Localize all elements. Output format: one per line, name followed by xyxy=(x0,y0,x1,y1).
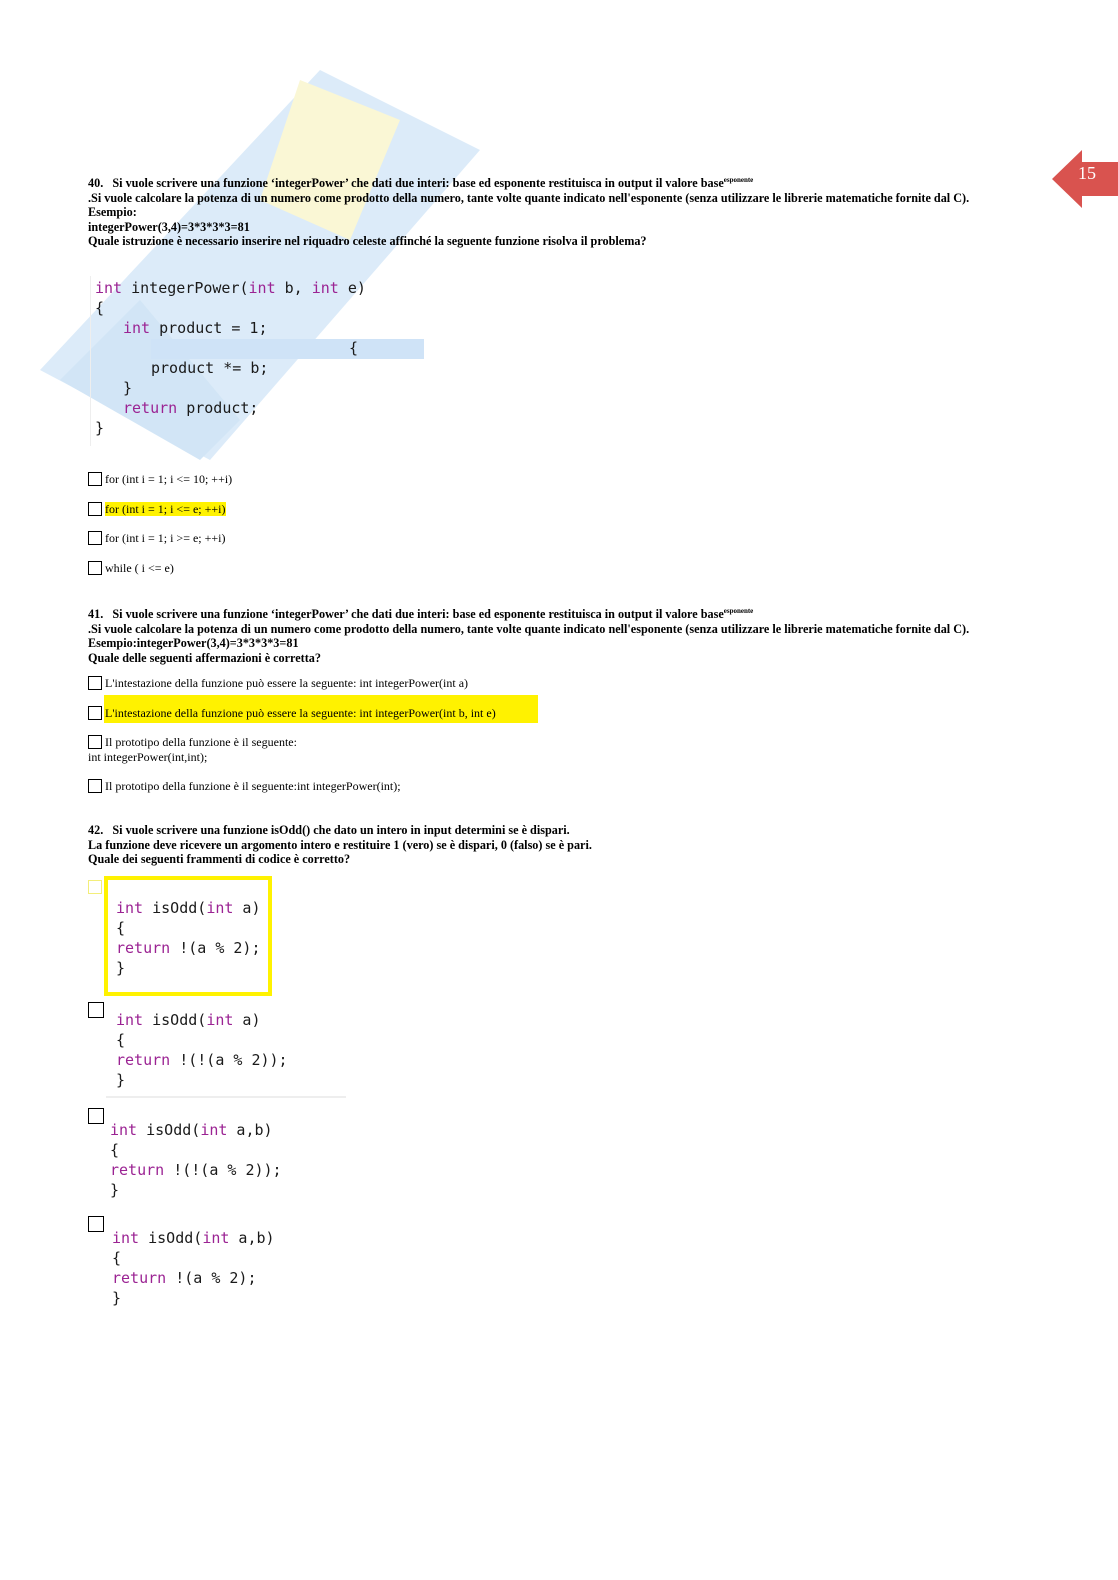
code-snippet-2: int isOdd(int a) { return !(!(a % 2)); } xyxy=(106,1006,346,1098)
page-number: 15 xyxy=(1078,163,1096,183)
checkbox[interactable] xyxy=(88,1216,104,1232)
option-label: while ( i <= e) xyxy=(105,561,174,575)
option-checkbox[interactable] xyxy=(88,561,174,576)
question-40 xyxy=(88,173,1028,249)
option-checkbox[interactable] xyxy=(88,531,226,546)
question-prompt: Quale istruzione è necessario inserire nel riquadro celeste affinché la seguente funzione risolva il problema? xyxy=(88,234,647,249)
option-label-correct: L'intestazione della funzione può essere la seguente: int integerPower(int b, int e) xyxy=(105,706,496,720)
checkbox[interactable] xyxy=(88,706,102,720)
checkbox[interactable] xyxy=(88,472,102,486)
page-number-badge xyxy=(1052,150,1118,208)
option-checkbox[interactable] xyxy=(88,502,226,517)
code-snippet-4: int isOdd(int a,b) { return !(a % 2); } xyxy=(112,1229,275,1307)
question-text: La funzione deve ricevere un argomento intero e restituire 1 (vero) se è dispari, 0 (falso) se è pari. xyxy=(88,837,592,852)
example-text: integerPower(3,4)=3*3*3*3=81 xyxy=(88,219,250,234)
option-label: for (int i = 1; i >= e; ++i) xyxy=(105,531,226,545)
checkbox[interactable] xyxy=(88,531,102,545)
option-checkbox[interactable] xyxy=(88,676,468,691)
checkbox[interactable] xyxy=(88,735,102,749)
question-number: 40. xyxy=(88,176,104,191)
blank-code-box xyxy=(151,339,424,359)
question-text: .Si vuole calcolare la potenza di un numero come prodotto della numero, tante volte quante indicato nell'esponente (senza utilizzare le librerie matematiche fornite dal C). xyxy=(88,190,970,205)
option-checkbox[interactable] xyxy=(88,706,496,721)
checkbox[interactable] xyxy=(88,561,102,575)
checkbox[interactable] xyxy=(88,1002,104,1018)
option-label: Il prototipo della funzione è il seguente: xyxy=(105,735,297,749)
option-label-line2: int integerPower(int,int); xyxy=(88,750,208,764)
superscript: esponente xyxy=(723,607,754,615)
option-label: L'intestazione della funzione può essere la seguente: int integerPower(int a) xyxy=(105,676,469,690)
example-label: Esempio: xyxy=(88,205,137,220)
question-number: 41. xyxy=(88,607,104,622)
question-text: Si vuole scrivere una funzione ‘integerPower’ che dati due interi: base ed esponente restituisca in output il valore base xyxy=(112,607,724,622)
checkbox[interactable] xyxy=(88,1108,104,1124)
question-text: .Si vuole calcolare la potenza di un numero come prodotto della numero, tante volte quante indicato nell'esponente (senza utilizzare le librerie matematiche fornite dal C). Esempio:integerPower(3,4)=3*3*3*3=81 xyxy=(88,621,970,651)
code-snippet-integer-power: int integerPower(int b, int e) { int product = 1; { product *= b; } return product; } xyxy=(90,276,426,446)
question-41 xyxy=(88,604,1028,665)
option-label-correct: for (int i = 1; i <= e; ++i) xyxy=(105,502,226,516)
question-42 xyxy=(88,823,1028,867)
question-prompt: Quale dei seguenti frammenti di codice è corretto? xyxy=(88,852,351,866)
option-label: Il prototipo della funzione è il seguente:int integerPower(int); xyxy=(105,779,401,793)
superscript: esponente xyxy=(723,176,754,184)
checkbox[interactable] xyxy=(88,880,102,894)
option-checkbox[interactable] xyxy=(88,735,297,765)
checkbox[interactable] xyxy=(88,676,102,690)
code-snippet-3: int isOdd(int a,b) { return !(!(a % 2)); } xyxy=(110,1121,282,1199)
checkbox[interactable] xyxy=(88,502,102,516)
question-number: 42. xyxy=(88,823,104,837)
question-text: Si vuole scrivere una funzione isOdd() che dato un intero in input determini se è dispari. xyxy=(112,823,570,837)
option-label: for (int i = 1; i <= 10; ++i) xyxy=(105,472,233,486)
question-text: Si vuole scrivere una funzione ‘integerPower’ che dati due interi: base ed esponente restituisca in output il valore base xyxy=(112,176,724,191)
question-prompt: Quale delle seguenti affermazioni è corretta? xyxy=(88,650,321,665)
option-checkbox[interactable] xyxy=(88,779,401,794)
checkbox[interactable] xyxy=(88,779,102,793)
option-checkbox[interactable] xyxy=(88,472,232,487)
code-snippet-1: int isOdd(int a) { return !(a % 2); } xyxy=(104,876,272,996)
